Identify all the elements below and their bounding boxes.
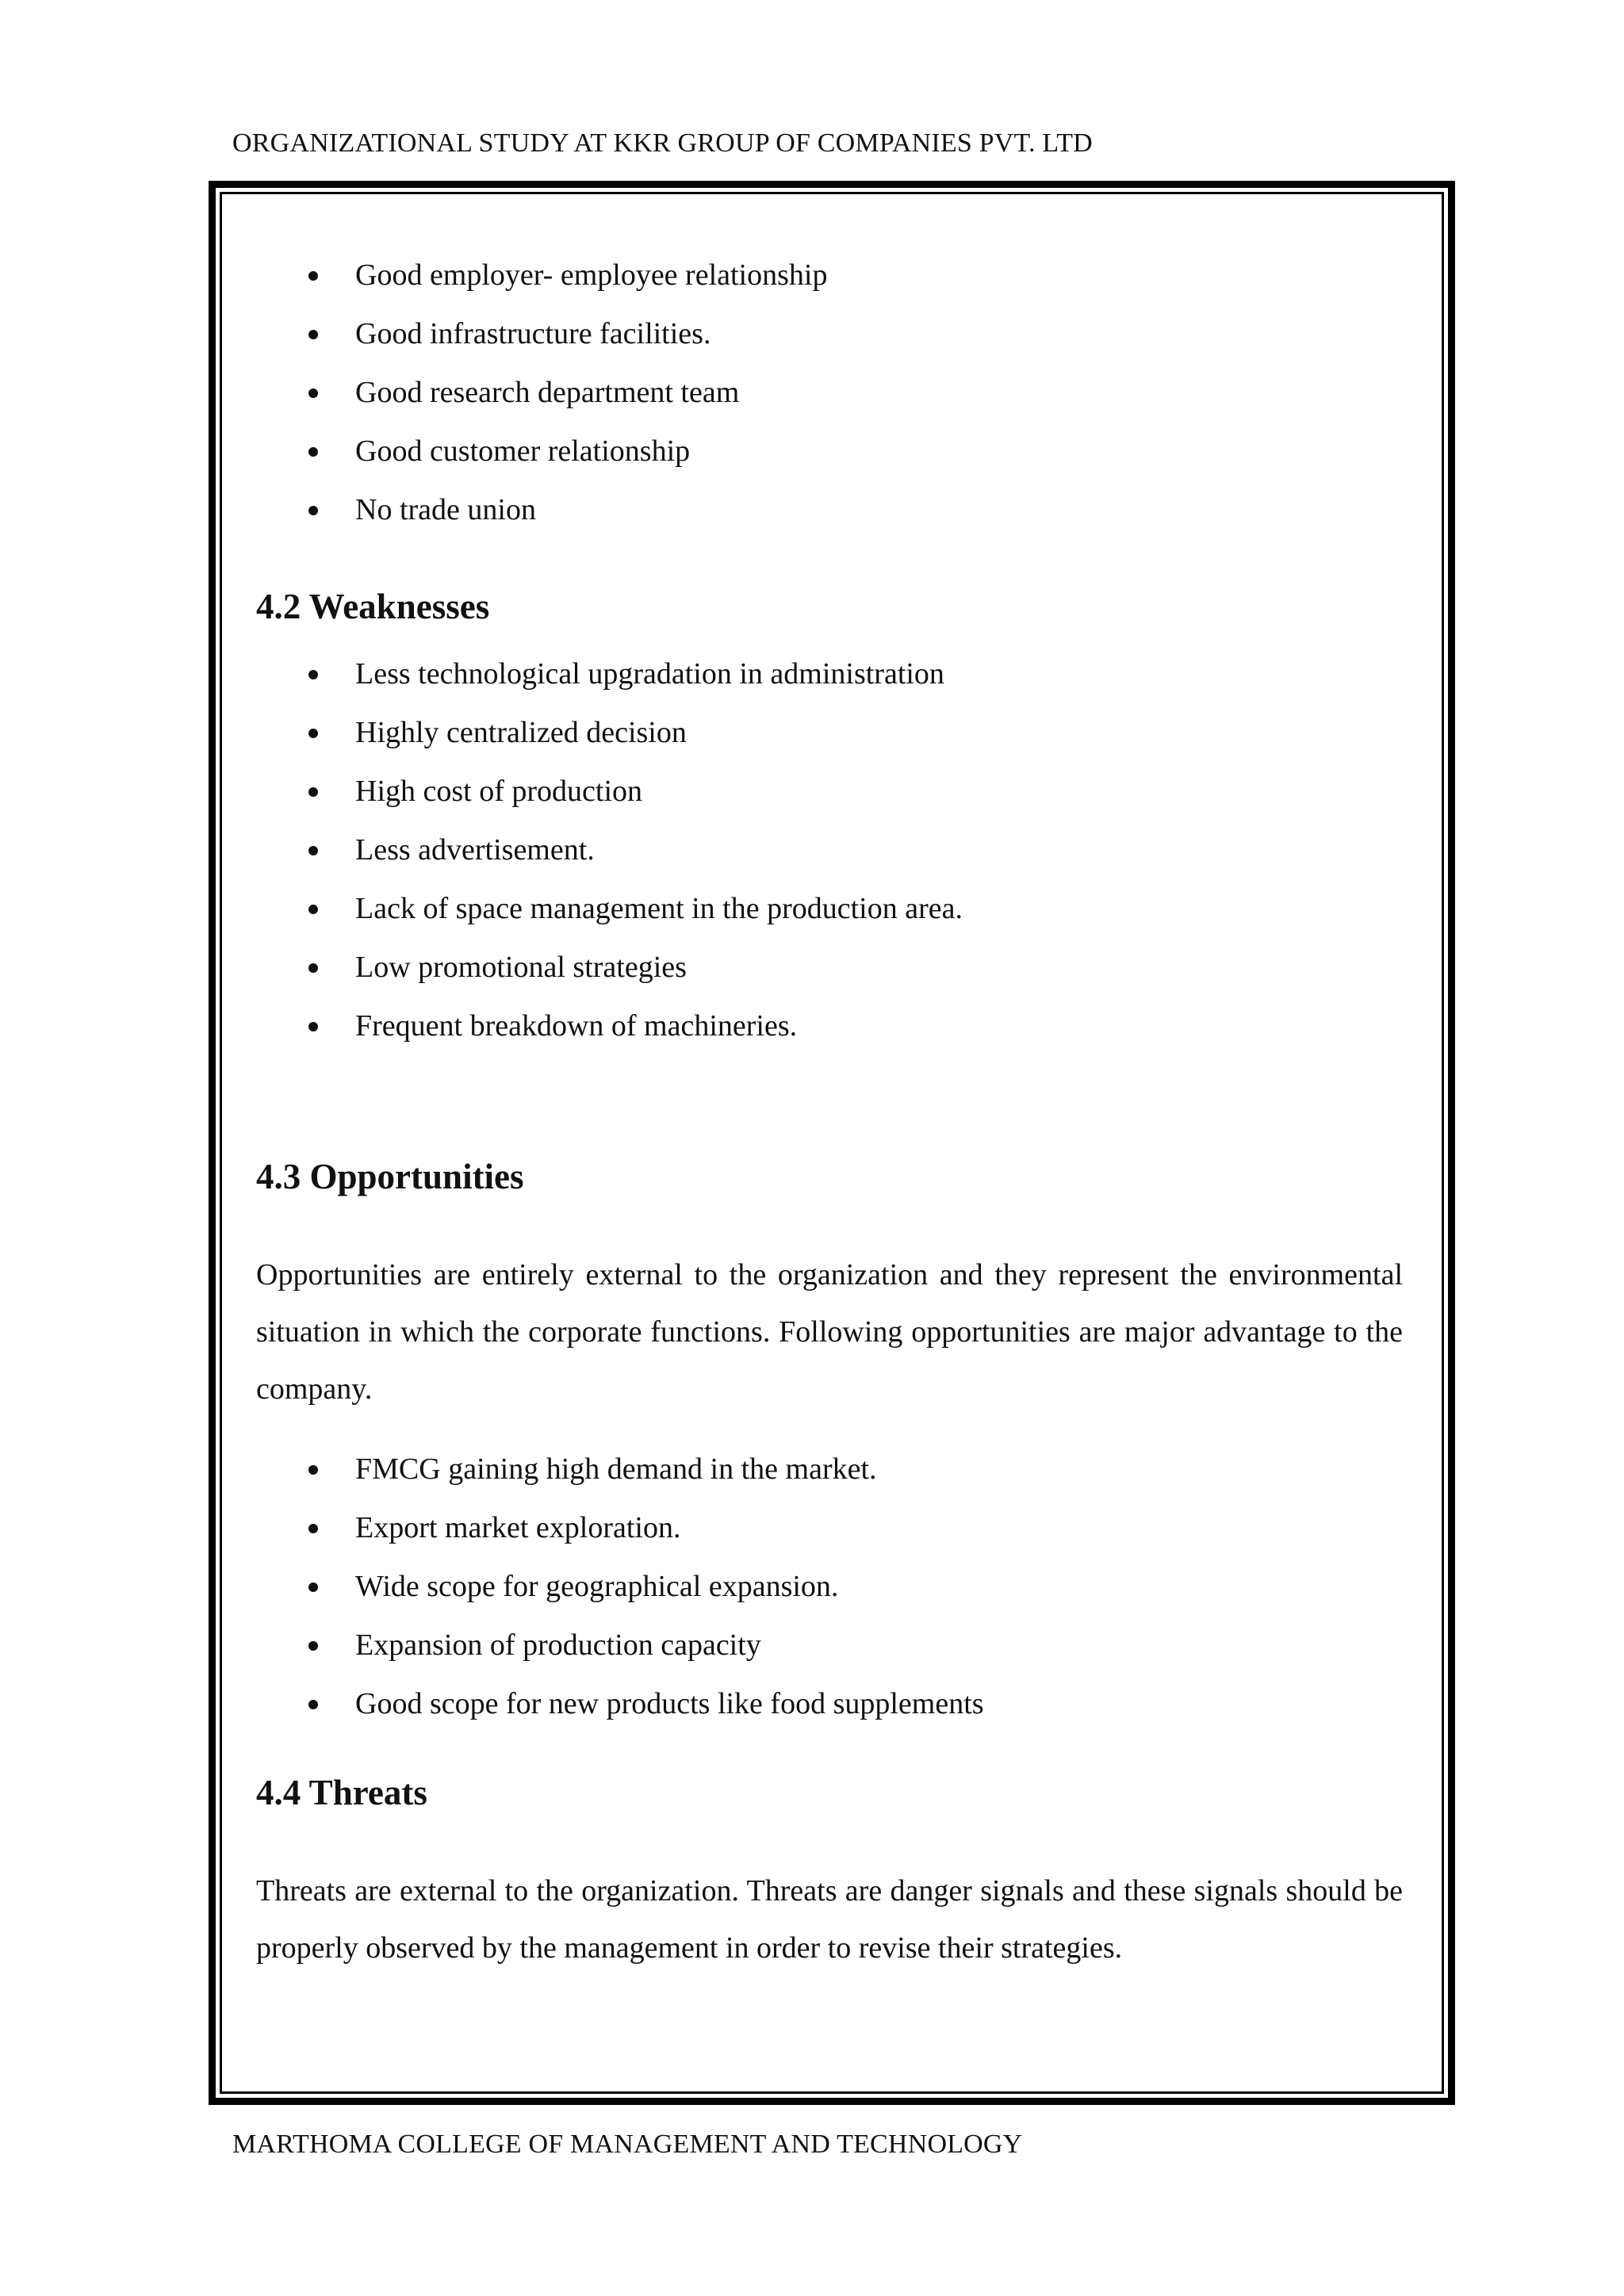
bullet-icon	[308, 787, 318, 797]
list-item-text: Less technological upgradation in administration	[355, 657, 944, 691]
bullet-icon	[308, 330, 318, 339]
list-item	[256, 879, 1403, 938]
list-item	[256, 1674, 1403, 1733]
bullet-icon	[308, 506, 318, 515]
list-item-text: Lack of space management in the production area.	[355, 892, 963, 925]
page-content	[256, 246, 1403, 1976]
bullet-icon	[308, 1465, 318, 1475]
list-item-text: High cost of production	[355, 775, 643, 808]
list-item-text: Low promotional strategies	[355, 951, 687, 984]
bullet-icon	[308, 1700, 318, 1709]
threats-heading: 4.4 Threats	[256, 1773, 427, 1812]
list-item-text: FMCG gaining high demand in the market.	[355, 1452, 877, 1486]
bullet-icon	[308, 271, 318, 281]
list-item-text: Expansion of production capacity	[355, 1628, 761, 1662]
list-item-text: Good employer- employee relationship	[355, 258, 828, 292]
list-item	[256, 363, 1403, 422]
list-item-text: Wide scope for geographical expansion.	[355, 1570, 839, 1603]
list-item	[256, 821, 1403, 879]
list-item	[256, 997, 1403, 1055]
threats-paragraph: Threats are external to the organization. Threats are danger signals and these signals should be properly observed by the management in order to revise their strategies.	[256, 1874, 1403, 1965]
bullet-icon	[308, 905, 318, 914]
opportunities-heading: 4.3 Opportunities	[256, 1157, 524, 1196]
bullet-icon	[308, 1022, 318, 1031]
bullet-icon	[308, 846, 318, 855]
bullet-icon	[308, 729, 318, 738]
bullet-icon	[308, 1641, 318, 1651]
bullet-icon	[308, 447, 318, 457]
strengths-list	[256, 246, 1403, 539]
bullet-icon	[308, 963, 318, 973]
list-item	[256, 1557, 1403, 1616]
list-item	[256, 480, 1403, 539]
list-item	[256, 1616, 1403, 1674]
list-item	[256, 938, 1403, 997]
list-item-text: Highly centralized decision	[355, 716, 687, 749]
list-item-text: No trade union	[355, 493, 536, 526]
list-item	[256, 1498, 1403, 1557]
list-item	[256, 762, 1403, 821]
list-item-text: Frequent breakdown of machineries.	[355, 1009, 798, 1043]
opportunities-paragraph: Opportunities are entirely external to the organization and they represent the environmental situation in which the corporate functions. Following opportunities are major advantage to the company.	[256, 1258, 1403, 1406]
bullet-icon	[308, 388, 318, 398]
list-item-text: Export market exploration.	[355, 1511, 681, 1544]
page-footer: MARTHOMA COLLEGE OF MANAGEMENT AND TECHNOLOGY	[232, 2130, 1023, 2159]
list-item-text: Less advertisement.	[355, 833, 595, 867]
bullet-icon	[308, 670, 318, 679]
list-item-text: Good research department team	[355, 376, 740, 409]
opportunities-list	[256, 1440, 1403, 1733]
bullet-icon	[308, 1524, 318, 1533]
weaknesses-heading: 4.2 Weaknesses	[256, 587, 490, 626]
list-item	[256, 246, 1403, 304]
list-item	[256, 304, 1403, 363]
list-item-text: Good customer relationship	[355, 434, 691, 468]
list-item-text: Good scope for new products like food supplements	[355, 1687, 984, 1720]
page-header: ORGANIZATIONAL STUDY AT KKR GROUP OF COMPANIES PVT. LTD	[232, 128, 1093, 158]
bullet-icon	[308, 1582, 318, 1592]
weaknesses-list	[256, 645, 1403, 1055]
list-item	[256, 703, 1403, 762]
list-item	[256, 422, 1403, 480]
list-item	[256, 1440, 1403, 1498]
list-item-text: Good infrastructure facilities.	[355, 317, 711, 350]
list-item	[256, 645, 1403, 703]
